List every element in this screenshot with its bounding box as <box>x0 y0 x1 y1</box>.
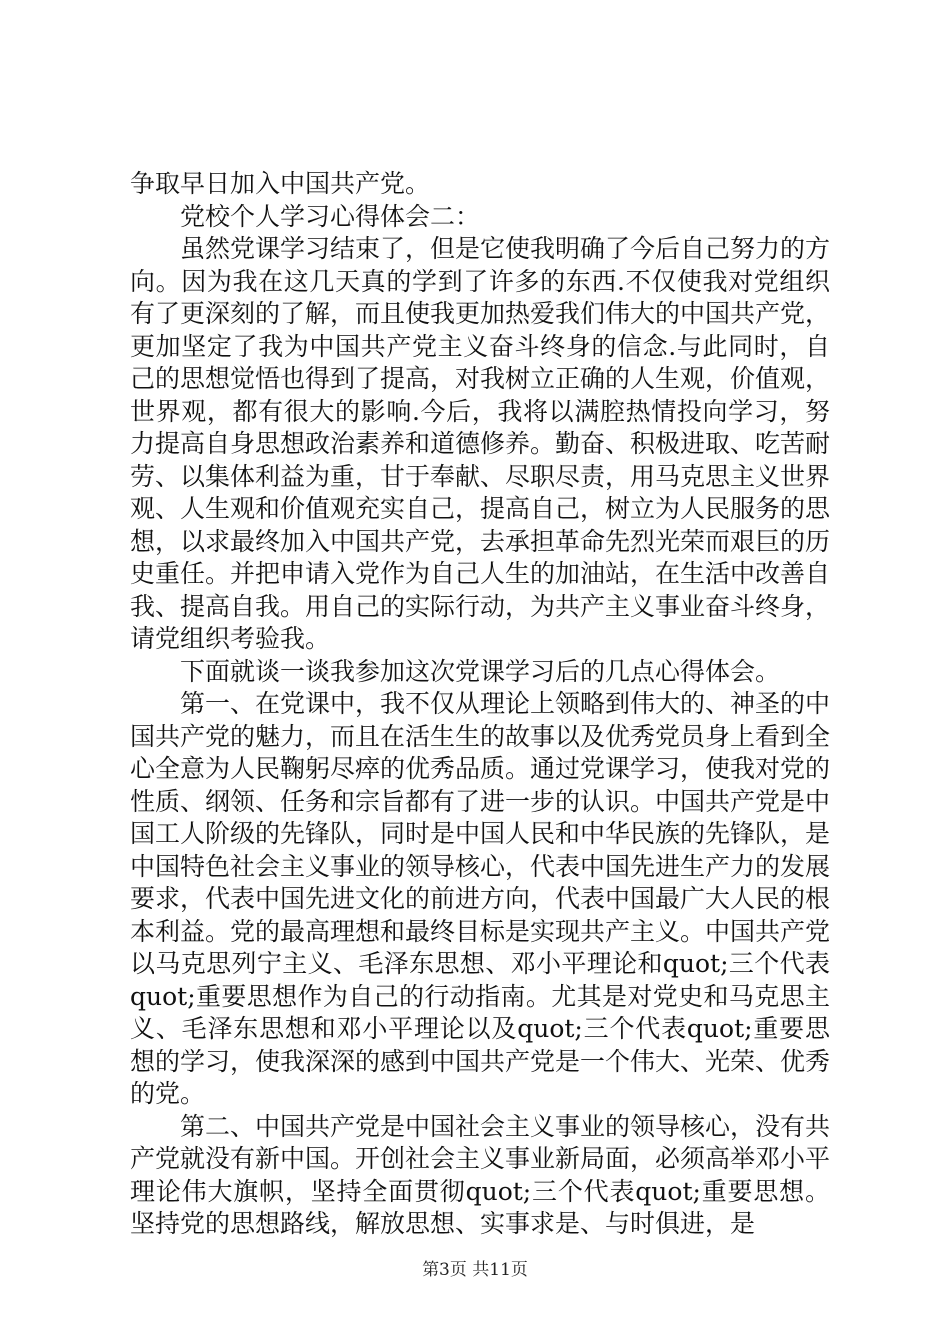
paragraph: 第二、中国共产党是中国社会主义事业的领导核心，没有共产党就没有新中国。开创社会主义事业新局面，必须高举邓小平理论伟大旗帜，坚持全面贯彻quot;三个代表quot;重要思想。坚持党的思想路线，解放思想、实事求是、与时俱进，是 <box>130 1111 831 1238</box>
section-heading: 党校个人学习心得体会二： <box>180 201 481 231</box>
page-number-footer: 第3页 共11页 <box>422 1260 528 1280</box>
paragraph: 下面就谈一谈我参加这次党课学习后的几点心得体会。 <box>180 656 781 686</box>
paragraph: 第一、在党课中，我不仅从理论上领略到伟大的、神圣的中国共产党的魅力，而且在活生生的故事以及优秀党员身上看到全心全意为人民鞠躬尽瘁的优秀品质。通过党课学习，使我对党的性质、纲领、任务和宗旨都有了进一步的认识。中国共产党是中国工人阶级的先锋队，同时是中国人民和中华民族的先锋队，是中国特色社会主义事业的领导核心，代表中国先进生产力的发展要求，代表中国先进文化的前进方向，代表中国最广大人民的根本利益。党的最高理想和最终目标是实现共产主义。中国共产党以马克思列宁主义、毛泽东思想、邓小平理论和quot;三个代表quot;重要思想作为自己的行动指南。尤其是对党史和马克思主义、毛泽东思想和邓小平理论以及quot;三个代表quot;重要思想的学习，使我深深的感到中国共产党是一个伟大、光荣、优秀的党。 <box>130 689 831 1108</box>
paragraph-continuation: 争取早日加入中国共产党。 <box>130 169 431 198</box>
paragraph: 虽然党课学习结束了，但是它使我明确了今后自己努力的方向。因为我在这几天真的学到了许多的东西.不仅使我对党组织有了更深刻的了解，而且使我更加热爱我们伟大的中国共产党，更加坚定了我为中国共产党主义奋斗终身的信念.与此同时，自己的思想觉悟也得到了提高，对我树立正确的人生观，价值观，世界观，都有很大的影响.今后，我将以满腔热情投向学习，努力提高自身思想政治素养和道德修养。勤奋、积极进取、吃苦耐劳、以集体利益为重，甘于奉献、尽职尽责，用马克思主义世界观、人生观和价值观充实自己，提高自己，树立为人民服务的思想，以求最终加入中国共产党，去承担革命先烈光荣而艰巨的历史重任。并把申请入党作为自己人生的加油站，在生活中改善自我、提高自我。用自己的实际行动，为共产主义事业奋斗终身，请党组织考验我。 <box>130 234 831 653</box>
document-body <box>130 168 830 1241</box>
